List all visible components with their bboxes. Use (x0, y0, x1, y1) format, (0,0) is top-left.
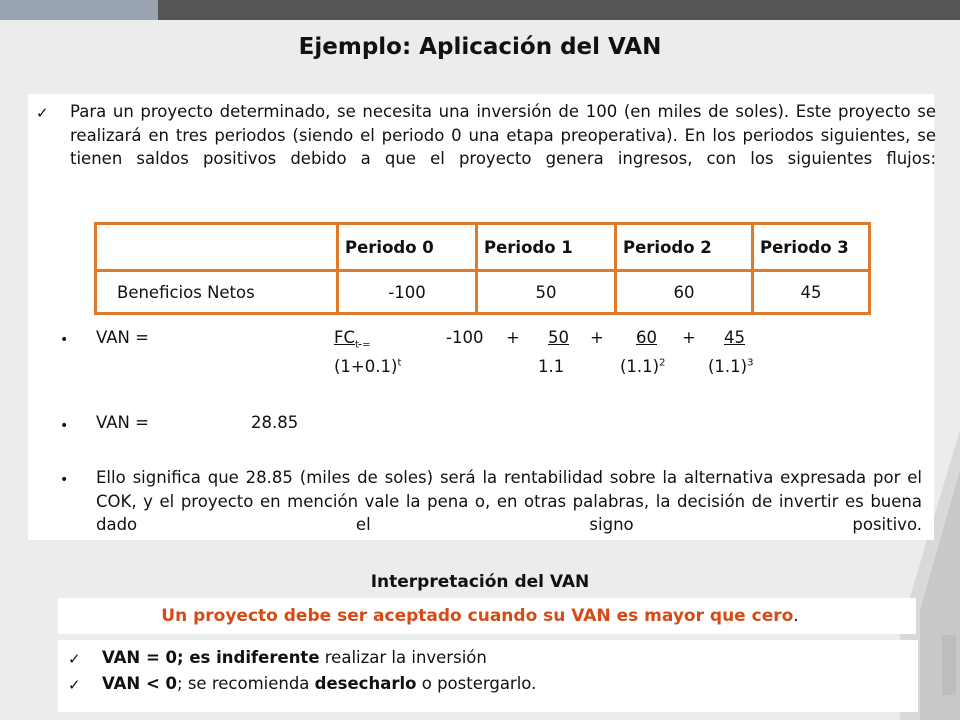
table-row (97, 269, 868, 312)
table-header-periodo-1: Periodo 1 (478, 225, 617, 269)
cell-periodo-3: 45 (754, 269, 868, 312)
checkmark-icon: ✓ (68, 650, 81, 668)
formula-d3: $(1.1)^3$ (708, 357, 754, 376)
header-bar-left (0, 0, 158, 20)
formula-plus-1: + (506, 328, 520, 347)
page-title: Ejemplo: Aplicación del VAN (298, 34, 662, 60)
bullet-icon: • (60, 418, 69, 434)
rule-van-zero: VAN = 0; es indiferente realizar la inversión (102, 648, 487, 667)
formula-label: VAN = (96, 328, 149, 347)
checkmark-icon: ✓ (36, 104, 49, 122)
rule-van-negative: VAN < 0; se recomienda desecharlo o postergarlo. (102, 674, 537, 693)
cell-periodo-1: 50 (478, 269, 617, 312)
table-header-periodo-2: Periodo 2 (617, 225, 754, 269)
table-header-row (97, 225, 868, 269)
row-label: Beneficios Netos (97, 269, 339, 312)
result-value: 28.85 (251, 413, 299, 432)
cell-periodo-0: -100 (339, 269, 478, 312)
bullet-icon: • (60, 332, 69, 348)
intro-paragraph: Para un proyecto determinado, se necesita una inversión de 100 (en miles de soles). Este proyecto se realizará en tres periodos (siendo el periodo 0 una etapa preoperativa). En los periodos siguientes, se tienen saldos positivos debido a que el proyecto genera ingresos, con los siguientes flujos: (70, 102, 936, 168)
bullet-icon: • (60, 472, 69, 488)
formula-d2: $(1.1)^2$ (620, 357, 666, 376)
formula-n3: 45 (724, 328, 745, 347)
interpretation-title: Interpretación del VAN (370, 572, 590, 592)
formula-denominator: $(1+0.1)^t$ (334, 357, 402, 376)
table-header-empty (97, 225, 339, 269)
formula-fc: $FC_{t =}$ (334, 328, 371, 351)
formula-n1: 50 (548, 328, 569, 347)
table-header-periodo-0: Periodo 0 (339, 225, 478, 269)
formula-n2: 60 (636, 328, 657, 347)
checkmark-icon: ✓ (68, 676, 81, 694)
table-header-periodo-3: Periodo 3 (760, 237, 849, 257)
cell-periodo-2: 60 (617, 269, 754, 312)
formula-t0: -100 (446, 328, 484, 347)
cash-flow-table (94, 222, 871, 315)
formula-plus-2: + (590, 328, 604, 347)
formula-plus-3: + (682, 328, 696, 347)
interpretation-highlight: Un proyecto debe ser aceptado cuando su VAN es mayor que cero. (161, 606, 799, 626)
header-bar-right (158, 0, 960, 20)
result-label: VAN = (96, 413, 149, 432)
formula-d1: 1.1 (538, 357, 565, 376)
conclusion-paragraph: Ello significa que 28.85 (miles de soles) será la rentabilidad sobre la alternativa expresada por el COK, y el proyecto en mención vale la pena o, en otras palabras, la decisión de invertir es buena dado el signo positivo. (96, 468, 922, 534)
